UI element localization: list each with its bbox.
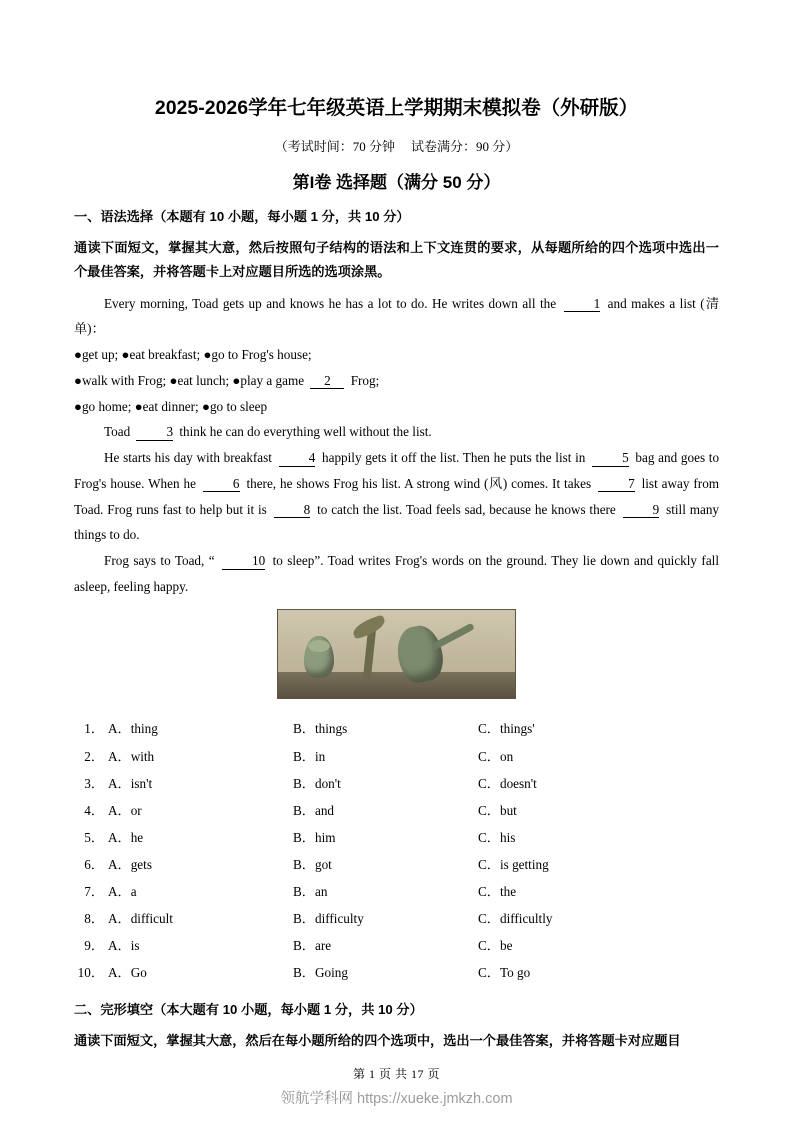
option-c[interactable]: C．is getting bbox=[478, 856, 549, 872]
question-row bbox=[74, 851, 719, 878]
page-footer bbox=[0, 1065, 793, 1082]
question-row bbox=[74, 824, 719, 851]
option-c[interactable]: C．but bbox=[478, 802, 517, 818]
question-row bbox=[74, 743, 719, 770]
exam-score: 试卷满分：90 分） bbox=[411, 139, 519, 154]
option-c[interactable]: C．his bbox=[478, 829, 516, 845]
option-c[interactable]: C．difficultly bbox=[478, 910, 553, 926]
option-a[interactable]: A．he bbox=[108, 829, 144, 845]
passage-paragraph-2 bbox=[74, 419, 719, 445]
question-row bbox=[74, 878, 719, 905]
question-number: 5． bbox=[84, 829, 104, 845]
option-b[interactable]: B．are bbox=[293, 937, 332, 953]
question-row bbox=[74, 959, 719, 986]
option-c[interactable]: C．doesn't bbox=[478, 775, 537, 791]
option-a[interactable]: A．is bbox=[108, 937, 140, 953]
passage-paragraph-3 bbox=[74, 445, 719, 548]
passage-bullets-3: ●go home; ●eat dinner; ●go to sleep bbox=[74, 398, 268, 414]
passage-text: happily gets it off the list. Then he puts the list in bbox=[322, 450, 586, 466]
option-b[interactable]: B．him bbox=[293, 829, 336, 845]
passage-text: think he can do everything well without the list. bbox=[179, 424, 432, 440]
passage-text: still many things to do. bbox=[74, 501, 720, 543]
frog-arm-icon bbox=[431, 623, 475, 651]
question-number: 4． bbox=[84, 802, 104, 818]
question-row bbox=[74, 905, 719, 932]
passage-text: Every morning, Toad gets up and knows he has a lot to do. He writes down all the bbox=[104, 295, 557, 311]
part-two-instruction: 通读下面短文，掌握其大意，然后在每小题所给的四个选项中，选出一个最佳答案，并将答题卡对应题目 bbox=[74, 1032, 681, 1048]
question-row bbox=[74, 932, 719, 959]
question-number: 9． bbox=[84, 937, 104, 953]
option-c[interactable]: C．be bbox=[478, 937, 513, 953]
passage-text: Toad bbox=[104, 424, 131, 440]
watermark-url: https://xueke.jmkzh.com bbox=[357, 1091, 513, 1107]
question-number: 2． bbox=[84, 748, 104, 764]
reading-passage bbox=[74, 291, 719, 600]
option-b[interactable]: B．difficulty bbox=[293, 910, 364, 926]
passage-paragraph-4 bbox=[74, 548, 719, 599]
question-number: 1． bbox=[84, 721, 104, 737]
question-number: 10． bbox=[77, 965, 104, 981]
option-c[interactable]: C．things' bbox=[478, 721, 535, 737]
passage-text: Frog; bbox=[350, 372, 380, 388]
blank-7: 7 bbox=[598, 477, 635, 493]
passage-paragraph-1 bbox=[74, 291, 719, 342]
page-title: 2025-2026学年七年级英语上学期期末模拟卷（外研版） bbox=[154, 97, 639, 119]
frog-left-icon bbox=[304, 636, 334, 678]
passage-text: list away from Toad. Frog runs fast to help but it is bbox=[74, 475, 720, 517]
option-b[interactable]: B．an bbox=[293, 883, 328, 899]
option-b[interactable]: B．in bbox=[293, 748, 326, 764]
blank-1: 1 bbox=[564, 297, 601, 313]
section-heading: 第I卷 选择题（满分 50 分） bbox=[292, 173, 501, 192]
part-one-instruction: 通读下面短文，掌握其大意，然后按照句子结构的语法和上下文连贯的要求，从每题所给的四个选项中选出一个最佳答案，并将答题卡上对应题目所选的选项涂黑。 bbox=[74, 239, 719, 280]
option-c[interactable]: C．the bbox=[478, 883, 517, 899]
blank-8: 8 bbox=[274, 503, 311, 519]
blank-6: 6 bbox=[203, 477, 240, 493]
passage-text: and makes a list (清单)： bbox=[74, 295, 720, 337]
option-a[interactable]: A．a bbox=[108, 883, 137, 899]
watermark bbox=[0, 1087, 793, 1108]
option-a[interactable]: A．Go bbox=[108, 965, 147, 981]
watermark-brand: 领航学科网 bbox=[280, 1091, 353, 1107]
option-c[interactable]: C．on bbox=[478, 748, 514, 764]
blank-2: 2 bbox=[310, 374, 344, 390]
question-row bbox=[74, 715, 719, 742]
blank-5: 5 bbox=[592, 451, 629, 467]
question-number: 8． bbox=[84, 910, 104, 926]
question-options-list bbox=[74, 715, 719, 986]
option-b[interactable]: B．things bbox=[293, 721, 348, 737]
two-frogs-illustration bbox=[277, 609, 516, 699]
blank-9: 9 bbox=[623, 503, 660, 519]
passage-text: to catch the list. Toad feels sad, because he knows there bbox=[317, 501, 616, 517]
exam-time: （考试时间：70 分钟 bbox=[274, 139, 395, 154]
passage-bullets-1: ●get up; ●eat breakfast; ●go to Frog's house; bbox=[74, 347, 312, 363]
part-two-heading: 二、完形填空（本大题有 10 小题，每小题 1 分，共 10 分） bbox=[74, 1002, 423, 1018]
passage-bullets-2 bbox=[74, 368, 719, 394]
passage-text: bag and goes to Frog's house. When he bbox=[74, 450, 720, 491]
question-number: 3． bbox=[84, 775, 104, 791]
blank-10: 10 bbox=[222, 554, 265, 570]
page-number: 第 1 页 共 17 页 bbox=[352, 1067, 440, 1081]
option-b[interactable]: B．got bbox=[293, 856, 332, 872]
blank-4: 4 bbox=[279, 451, 316, 467]
option-c[interactable]: C．To go bbox=[478, 965, 531, 981]
option-b[interactable]: B．Going bbox=[293, 965, 348, 981]
part-one-heading: 一、语法选择（本题有 10 小题，每小题 1 分，共 10 分） bbox=[74, 209, 410, 224]
option-b[interactable]: B．don't bbox=[293, 775, 341, 791]
passage-text: Frog says to Toad, “ bbox=[104, 552, 215, 568]
option-a[interactable]: A．gets bbox=[108, 856, 152, 872]
question-number: 7． bbox=[84, 883, 104, 899]
option-b[interactable]: B．and bbox=[293, 802, 335, 818]
question-number: 6． bbox=[84, 856, 104, 872]
question-row bbox=[74, 797, 719, 824]
passage-text: there, he shows Frog his list. A strong wind (风) comes. It takes bbox=[246, 475, 592, 491]
passage-text: He starts his day with breakfast bbox=[104, 450, 272, 466]
exam-meta bbox=[74, 136, 719, 155]
option-a[interactable]: A．difficult bbox=[108, 910, 173, 926]
option-a[interactable]: A．or bbox=[108, 802, 142, 818]
option-a[interactable]: A．thing bbox=[108, 721, 158, 737]
option-a[interactable]: A．isn't bbox=[108, 775, 153, 791]
passage-text: ●walk with Frog; ●eat lunch; ●play a game bbox=[74, 372, 305, 388]
blank-3: 3 bbox=[136, 425, 173, 441]
passage-text: to sleep”. Toad writes Frog's words on the ground. They lie down and quickly fall asleep, feeling happy. bbox=[74, 552, 720, 594]
option-a[interactable]: A．with bbox=[108, 748, 155, 764]
question-row bbox=[74, 770, 719, 797]
